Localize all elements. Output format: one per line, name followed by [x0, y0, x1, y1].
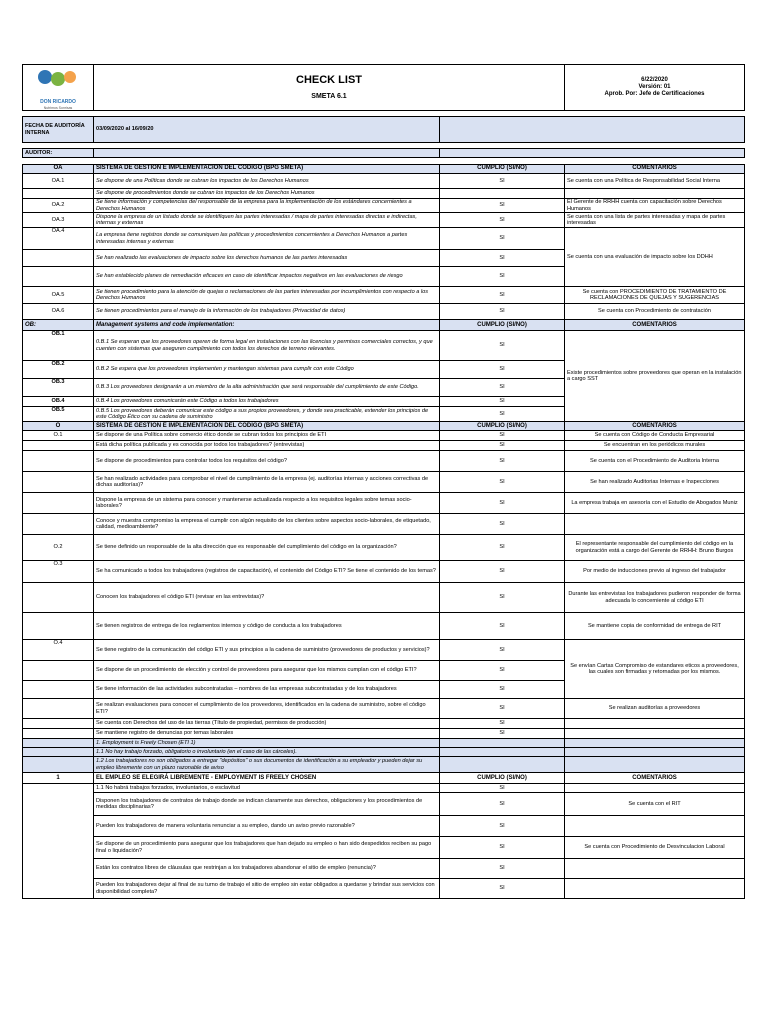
table-row — [23, 699, 745, 719]
row-question: Están los contratos libres de cláusulas que restrinjan a los trabajadores abandonar el sitio de empleo (renuncia)? — [94, 859, 440, 879]
table-row — [23, 331, 745, 361]
table-row — [23, 174, 745, 189]
row-answer[interactable]: SI — [440, 331, 565, 361]
row-question: Conoce y muestra compromiso la empresa el cumplir con algún requisito de los clientes sobre aspectos socio-laborales, de etiquetado, calidad, medioambiente? — [94, 514, 440, 535]
row-answer[interactable]: SI — [440, 661, 565, 681]
row-comment[interactable]: Durante las entrevistas los trabajadores pudieron responder de forma adecuada lo concerniente al código ETI — [565, 583, 745, 613]
row-question: Se tienen procedimiento para la atención de quejas o reclamaciones de las partes interesadas por incumplimientos con respecto a los Derechos Humanos — [94, 287, 440, 304]
row-code: OB.1 — [23, 331, 94, 361]
row-code: O.3 — [23, 561, 94, 583]
row-code: OA.3 — [23, 213, 94, 228]
table-row — [23, 441, 745, 451]
row-code: O.1 — [23, 431, 94, 441]
row-question: Se han realizado actividades para comprobar el nivel de cumplimiento de la empresa (ej. auditorías internas y acciones correctivas de dichas auditorías)? — [94, 472, 440, 493]
section-o-title: SISTEMA DE GESTIÓN E IMPLEMENTACIÓN DEL CÓDIGO (BPG SMETA) — [94, 422, 440, 431]
table-row — [23, 451, 745, 472]
row-comment[interactable]: Se mantiene copia de conformidad de entrega de RIT — [565, 613, 745, 640]
table-row — [23, 514, 745, 535]
section-ob-cumplio-header: CUMPLIO (SI/NO) — [440, 320, 565, 331]
row-answer[interactable]: SI — [440, 613, 565, 640]
row-code: OB.5 — [23, 407, 94, 422]
row-answer[interactable]: SI — [440, 250, 565, 267]
document-version: Versión: 01 — [638, 83, 671, 90]
row-question: Se mantiene registro de denuncias por temas laborales — [94, 729, 440, 739]
section-ob-title: Management systems and code implementation: — [94, 320, 440, 331]
row-question: 0.B.1 Se esperan que los proveedores operen de forma legal en instalaciones con las licencias y permisos comerciales correctos, y que cuenten con sistemas que aseguren cumplimiento con todos los derechos de terreno relevantes. — [94, 331, 440, 361]
checklist-table — [22, 64, 745, 899]
row-answer[interactable]: SI — [440, 535, 565, 561]
table-row — [23, 493, 745, 514]
section-1-cumplio-header: CUMPLIO (SI/NO) — [440, 773, 565, 784]
row-comment[interactable]: Se cuenta con Procedimiento de contratación — [565, 304, 745, 320]
row-answer[interactable]: SI — [440, 267, 565, 287]
row-answer[interactable]: SI — [440, 287, 565, 304]
section-oa-comentarios-header: COMENTARIOS — [565, 165, 745, 174]
section-oa-title: SISTEMA DE GESTIÓN E IMPLEMENTACIÓN DEL CÓDIGO (BPG SMETA) — [94, 165, 440, 174]
section-oa-code: OA — [23, 165, 94, 174]
row-comment[interactable]: Se cuenta con Código de Conducta Empresarial — [565, 431, 745, 441]
row-comment[interactable]: Se cuenta con Procedimiento de Desvinculacion Laboral — [565, 837, 745, 859]
row-comment[interactable]: Se cuenta con una Política de Responsabilidad Social Interna — [565, 174, 745, 189]
row-question: Se han realizado las evaluaciones de impacto sobre los derechos humanos de las partes interesadas — [94, 250, 440, 267]
row-question: Se dispone de un procedimiento para asegurar que los trabajadores que han dejado su empleo o han sido despedidos reciben su pago final o liquidación? — [94, 837, 440, 859]
row-comment[interactable]: Se cuenta con una lista de partes interesadas y mapa de partes interesadas — [565, 213, 745, 228]
table-row — [23, 199, 745, 213]
document-title: CHECK LIST — [296, 73, 362, 86]
row-comment[interactable]: La empresa trabaja en asesoría con el Estudio de Abogados Muniz — [565, 493, 745, 514]
row-answer[interactable]: SI — [440, 859, 565, 879]
row-comment[interactable]: Se cuenta con el RIT — [565, 793, 745, 816]
row-answer[interactable]: SI — [440, 493, 565, 514]
row-answer[interactable]: SI — [440, 793, 565, 816]
section-ob-comentarios-header: COMENTARIOS — [565, 320, 745, 331]
section-oa-cumplio-header: CUMPLIO (SI/NO) — [440, 165, 565, 174]
row-comment[interactable]: El representante responsable del cumplimiento del código en la organización está a cargo del Gerente de RRHH: Bruno Burgos — [565, 535, 745, 561]
row-question: Se han establecido planes de remediación eficaces en caso de identificar impactos negativos en las evaluaciones de riesgo — [94, 267, 440, 287]
section-1-comentarios-header: COMENTARIOS — [565, 773, 745, 784]
row-question: Se ha comunicado a todos los trabajadores (registros de capacitación), el contenido del Código ETI? Se tiene el contenido de los temas? — [94, 561, 440, 583]
row-answer[interactable]: SI — [440, 304, 565, 320]
table-row — [23, 287, 745, 304]
eti1-title: 1. Employment is Freely Chosen (ETI 1) — [94, 739, 440, 748]
row-comment[interactable]: Se cuenta con PROCEDIMIENTO DE TRATAMIENTO DE RECLAMACIONES DE QUEJAS Y SUGERENCIAS — [565, 287, 745, 304]
row-question: Se tiene información de las actividades subcontratadas – nombres de las empresas subcontratadas y de los trabajadores — [94, 681, 440, 699]
row-question: Dispone la empresa de un listado donde se identifiquen las partes interesadas / mapa de partes interesadas directas e indirectas, internas y externas — [94, 213, 440, 228]
row-answer[interactable]: SI — [440, 816, 565, 837]
row-answer[interactable]: SI — [440, 199, 565, 213]
row-question: Disponen los trabajadores de contratos de trabajo donde se indican claramente sus derechos, obligaciones y los procedimientos de medidas disciplinarias? — [94, 793, 440, 816]
table-row — [23, 859, 745, 879]
row-question: 0.B.3 Los proveedores designarán a un miembro de la alta administración que será responsable del cumplimiento de este Código. — [94, 379, 440, 397]
row-code: OB.2 — [23, 361, 94, 379]
row-answer[interactable]: SI — [440, 361, 565, 379]
eti1-line2: 1.2 Los trabajadores no son obligados a entregar "depósitos" o sus documentos de identificación a su empleador y pueden dejar su empleo libremente con un plazo razonable de aviso — [94, 757, 440, 773]
row-code: OA.6 — [23, 304, 94, 320]
row-question: Se dispone de procedimientos para controlar todos los requisitos del código? — [94, 451, 440, 472]
logo-text: DON RICARDO — [40, 98, 76, 105]
row-question: Conocen los trabajadores el código ETI (revisar en las entrevistas)? — [94, 583, 440, 613]
checklist-sheet — [22, 64, 744, 899]
table-row — [23, 213, 745, 228]
table-row — [23, 304, 745, 320]
row-question: Se dispone de una Políticas donde se cubran los impactos de los Derechos Humanos — [94, 174, 440, 189]
row-question: Se dispone de una Política sobre comercio ético donde se cubran todos los principios de ETI — [94, 431, 440, 441]
table-row — [23, 816, 745, 837]
section-1-code: 1 — [23, 773, 94, 784]
row-question: 0.B.5 Los proveedores deberán comunicar este código a sus propios proveedores, y donde sea practicable, extender los principios de este Código Ético con su cadena de suministro — [94, 407, 440, 422]
row-comment[interactable]: Se cuenta con el Procedimiento de Auditoria Interna — [565, 451, 745, 472]
table-row — [23, 583, 745, 613]
table-row — [23, 784, 745, 793]
row-comment[interactable]: Existe procedimientos sobre proveedores que operan en la instalación a cargo SST — [565, 331, 745, 422]
row-comment[interactable]: Se realizan auditorías a proveedores — [565, 699, 745, 719]
row-question: Está dicha política publicada y es conocida por todos los trabajadores? (entrevistas) — [94, 441, 440, 451]
row-answer[interactable]: SI — [440, 451, 565, 472]
table-row — [23, 189, 745, 199]
table-row — [23, 613, 745, 640]
row-question: 0.B.4 Los proveedores comunicarán este Código a todos los trabajadores — [94, 397, 440, 407]
section-o-code: O — [23, 422, 94, 431]
section-o-comentarios-header: COMENTARIOS — [565, 422, 745, 431]
row-answer[interactable]: SI — [440, 879, 565, 899]
table-row — [23, 729, 745, 739]
row-question: Se realizan evaluaciones para conocer el cumplimiento de los proveedores, identificados en la cadena de suministro, sobre el código ETI? — [94, 699, 440, 719]
row-answer[interactable]: SI — [440, 561, 565, 583]
row-comment[interactable]: Por medio de inducciones previo al ingreso del trabajador — [565, 561, 745, 583]
row-question: Se tienen registros de entrega de los reglamentos internos y código de conducta a los trabajadores — [94, 613, 440, 640]
table-row — [23, 793, 745, 816]
row-answer[interactable]: SI — [440, 640, 565, 661]
table-row — [23, 535, 745, 561]
row-answer[interactable]: SI — [440, 583, 565, 613]
section-ob-code: OB: — [23, 320, 94, 331]
row-question: 1.1 No habrá trabajos forzados, involuntarios, o esclavitud — [94, 784, 440, 793]
audit-date-value: 03/09/2020 al 16/09/20 — [94, 117, 440, 143]
row-question: La empresa tiene registros donde se comuniquen las políticas y procedimientos concernientes a Derechos Humanos a partes interesadas internas y externas — [94, 228, 440, 250]
row-comment[interactable]: Se han realizado Auditorias Internas e Inspecciones — [565, 472, 745, 493]
row-comment[interactable]: Se cuenta con una evaluación de impacto sobre los DDHH — [565, 228, 745, 287]
row-comment[interactable]: Se envían Cartas Compromiso de estandares eticos a proveedores, las cuales son firmadas y retornadas por los mismos. — [565, 640, 745, 699]
eti1-line1: 1.1 No hay trabajo forzado, obligatorio o involuntario (en el caso de las cárceles). — [94, 748, 440, 757]
section-1-title: EL EMPLEO SE ELEGIRÁ LIBREMENTE - EMPLOYMENT IS FREELY CHOSEN — [94, 773, 440, 784]
logo-cell — [23, 65, 94, 111]
row-comment[interactable]: El Gerente de RRHH cuenta con capacitación sobre Derechos Humanos — [565, 199, 745, 213]
row-answer[interactable]: SI — [440, 407, 565, 422]
row-question: Pueden los trabajadores de manera voluntaria renunciar a su empleo, dando un aviso previo razonable? — [94, 816, 440, 837]
row-code: OA.4 — [23, 228, 94, 250]
row-answer[interactable]: SI — [440, 729, 565, 739]
row-comment[interactable]: Se encuentran en los periódicos murales — [565, 441, 745, 451]
row-code: OA.1 — [23, 174, 94, 189]
document-date: 6/22/2020 — [641, 76, 668, 83]
auditor-label: AUDITOR: — [23, 149, 94, 158]
row-answer[interactable]: SI — [440, 174, 565, 189]
row-answer[interactable]: SI — [440, 837, 565, 859]
table-row — [23, 837, 745, 859]
table-row — [23, 431, 745, 441]
row-code: O.4 — [23, 640, 94, 661]
row-question: Se cuenta con Derechos del uso de las tierras (Título de propiedad, permisos de producción) — [94, 719, 440, 729]
row-code: OB.3 — [23, 379, 94, 397]
document-subtitle: SMETA 6.1 — [311, 92, 347, 100]
table-row — [23, 879, 745, 899]
table-row — [23, 561, 745, 583]
row-answer[interactable]: SI — [440, 472, 565, 493]
table-row — [23, 472, 745, 493]
row-answer[interactable]: SI — [440, 719, 565, 729]
audit-date-label: FECHA DE AUDITORÍA INTERNA — [23, 117, 94, 143]
company-logo — [35, 65, 81, 97]
row-answer[interactable]: SI — [440, 699, 565, 719]
row-question: Se dispone de un procedimiento de elección y control de proveedores para asegurar que los mismos cumplan con el código ETI? — [94, 661, 440, 681]
document-approver: Aprob. Por: Jefe de Certificaciones — [604, 91, 705, 98]
row-question: Se tiene definido un responsable de la alta dirección que es responsable del cumplimiento del código en la organización? — [94, 535, 440, 561]
table-row — [23, 228, 745, 250]
row-question: Pueden los trabajadores dejar al final de su turno de trabajo el sitio de empleo sin estar obligados a quedarse y brindar sus servicios con disponibilidad completa? — [94, 879, 440, 899]
row-answer[interactable]: SI — [440, 213, 565, 228]
row-question: 0.B.2 Se espera que los proveedores implementen y mantengan sistemas para cumplir con este Código — [94, 361, 440, 379]
row-code: O.2 — [23, 535, 94, 561]
row-answer[interactable]: SI — [440, 514, 565, 535]
row-answer[interactable]: SI — [440, 228, 565, 250]
row-answer[interactable]: SI — [440, 784, 565, 793]
row-question: Se dispone de procedimientos donde se cubran los impactos de los Derechos Humanos — [94, 189, 440, 199]
table-row — [23, 640, 745, 661]
row-answer[interactable]: SI — [440, 397, 565, 407]
row-code: OB.4 — [23, 397, 94, 407]
row-question: Dispone la empresa de un sistema para conocer y mantenerse actualizada respecto a los requisitos legales sobre temas socio-laborales? — [94, 493, 440, 514]
row-question: Se tiene registro de la comunicación del código ETI y sus principios a la cadena de suministro (proveedores de productos y servicios)? — [94, 640, 440, 661]
row-answer[interactable]: SI — [440, 681, 565, 699]
row-code: OA.5 — [23, 287, 94, 304]
section-o-cumplio-header: CUMPLIO (SI/NO) — [440, 422, 565, 431]
row-question: Se tienen procedimientos para el manejo de la información de los trabajadores (Privacidad de datos) — [94, 304, 440, 320]
row-answer[interactable]: SI — [440, 431, 565, 441]
logo-subtext: Nutrimos Sonrisas — [43, 105, 73, 110]
row-answer[interactable]: SI — [440, 441, 565, 451]
row-answer[interactable]: SI — [440, 379, 565, 397]
table-row — [23, 719, 745, 729]
row-code: OA.2 — [23, 199, 94, 213]
row-question: Se tiene información y competencias del responsable de la empresa para la implementación de los estándares concernientes a Derechos Humanos — [94, 199, 440, 213]
